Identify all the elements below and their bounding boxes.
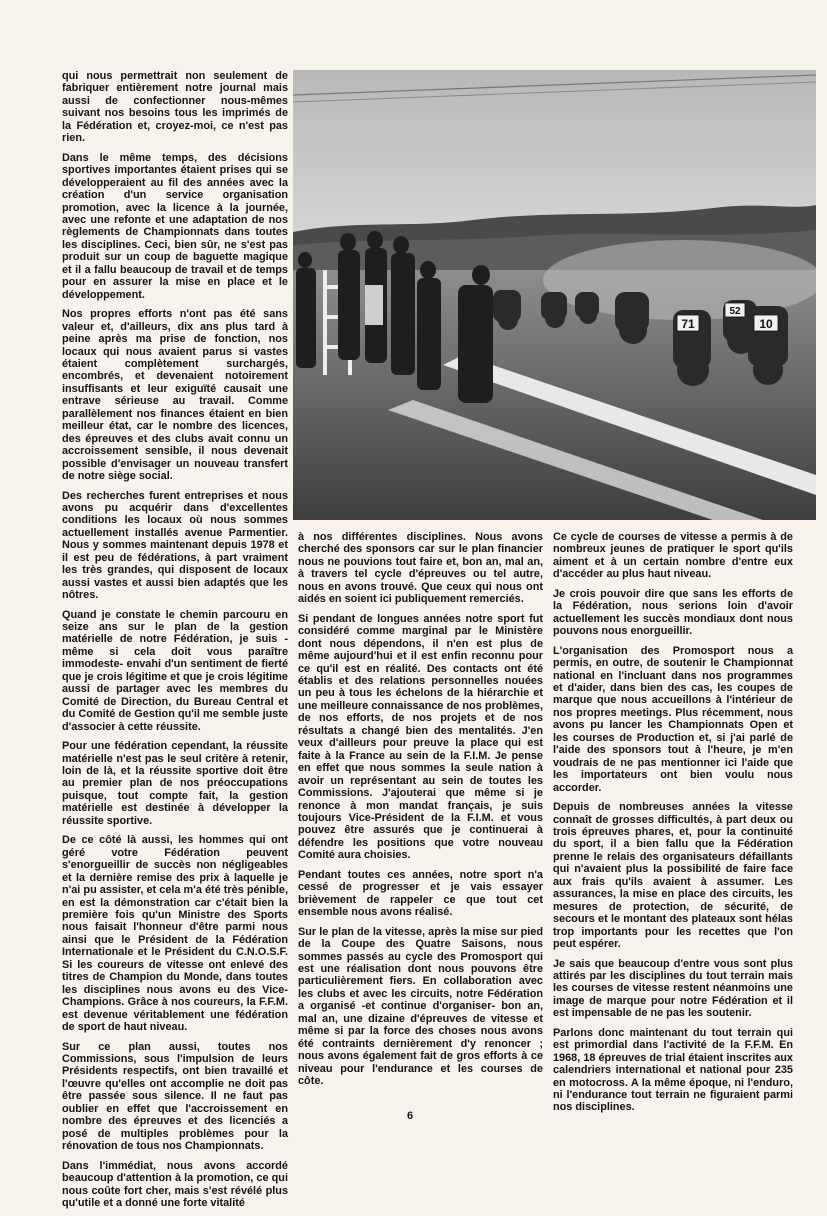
paragraph: Pour une fédération cependant, la réussite matérielle n'est pas le seul critère à retenir, loin de là, et la réussite sportive doit être au premier plan de nos préoccupations puisque, tout compte fait, la gestion matérielle est destinée à développer la réussite sportive. [62, 740, 288, 827]
paragraph: Quand je constate le chemin parcouru en seize ans sur le plan de la gestion matérielle de notre Fédération, je suis -même si cela doit vous paraître immodeste- envahi d'un sentiment de fierté que je crois légitime et que je crois légitime aussi de partager avec les membres du Comité de Direction, du Bureau Central et du Comité de Gestion qu'il me semble juste d'associer à cette réussite. [62, 608, 288, 733]
race-number-10: 10 [759, 317, 773, 331]
page-number: 6 [406, 1110, 414, 1122]
paragraph: Je sais que beaucoup d'entre vous sont plus attirés par les disciplines du tout terrain mais les courses de vitesse restent néanmoins une image de marque pour notre Fédération et il est impensable de ne pas les soutenir. [553, 957, 793, 1020]
paragraph: Si pendant de longues années notre sport fut considéré comme marginal par le Ministère dont nous dépendons, il n'en est plus de même aujourd'hui et il est enfin reconnu pour ce qu'il est en réalité. Des contacts ont été établis et des relations personnelles nouées un peu à tous les échelons de la hiérarchie et une meilleure connaissance de nos problèmes, de nos efforts, de nos projets et de nos résultats a changé bien des mentalités. J'en veux d'ailleurs pour preuve la place qui est faite à la France au sein de la F.I.M. Je pense en effet que nous sommes la seule nation à avoir un représentant au sein de toutes les Commissions. J'ajouterai que même si je renonce à mon mandat français, je suis toujours Vice-Président de la F.I.M. et vous pouvez être assurés que je continuerai à défendre les positions que votre nouveau Comité aura choisies. [298, 612, 543, 862]
paragraph: L'organisation des Promosport nous a permis, en outre, de soutenir le Championnat national en l'incluant dans nos programmes et d'aider, dans bien des cas, les coupes de marque que nous accueillons à l'intérieur de nos propres meetings. Plus récemment, nous avons pu lancer les Championnats Open et les courses de Production et, si j'ai parlé de l'aide des sponsors tout à l'heure, je m'en voudrais de ne pas mentionner ici l'aide que les importateurs ont bien voulu nous accorder. [553, 644, 793, 794]
paragraph: Des recherches furent entreprises et nous avons pu acquérir dans d'excellentes conditions les locaux où nous sommes actuellement installés avenue Parmentier. Nous y sommes maintenant depuis 1978 et il est peu de fédérations, à part vraiment les très grandes, qui disposent de locaux aussi vastes et aussi bien adaptés que les nôtres. [62, 489, 288, 602]
paragraph: Pendant toutes ces années, notre sport n'a cessé de progresser et je vais essayer brièvement de rappeler ce que tout cet ensemble nous avons réalisé. [298, 868, 543, 919]
paragraph: Je crois pouvoir dire que sans les efforts de la Fédération, nous serions loin d'avoir actuellement les succès mondiaux dont nous pouvons nous enorgueillir. [553, 587, 793, 638]
paragraph: Nos propres efforts n'ont pas été sans valeur et, d'ailleurs, dix ans plus tard à peine après ma prise de fonction, nos locaux qui nous avaient parus si vastes étaient complètement surchargés, encombrés, et devenaient notoirement insuffisants et leur exiguïté causait une entrave sérieuse au travail. Comme parallèlement nos finances étaient en bien meilleur état, car le nombre des licences, des épreuves et des clubs avait connu un accroissement sensible, il nous devenait possible d'envisager un nouveau transfert de notre siège social. [62, 308, 288, 483]
paragraph: Ce cycle de courses de vitesse a permis à de nombreux jeunes de pratiquer le sport qu'ils aiment et à un certain nombre d'entre eux d'accéder au plus haut niveau. [553, 531, 793, 581]
article-column-1 [62, 70, 288, 1216]
paragraph: Dans le même temps, des décisions sportives importantes étaient prises qui se développeraient au fil des années avec la création d'un service organisation promotion, avec la licence à la journée, avec une refonte et une adaptation de nos règlements de Championnats dans toutes les disciplines. Ceci, bien sûr, ne s'est pas produit sur un coup de baguette magique et il a fallu beaucoup de travail et de temps pour en assurer la mise en place et le développement. [62, 151, 288, 301]
paragraph: Sur le plan de la vitesse, après la mise sur pied de la Coupe des Quatre Saisons, nous sommes passés au cycle des Promosport qui est une réalisation dont nous pouvons être particulièrement fiers. En collaboration avec les clubs et avec les circuits, notre Fédération a organisé -et continue d'organiser- bon an, mal an, une dizaine d'épreuves de vitesse et même si par la force des choses nous avons été contraints dernièrement d'y renoncer ; nous avons également fait de gros efforts à ce niveau pour l'endurance et les courses de côte. [298, 925, 543, 1088]
article-column-3 [553, 531, 793, 1121]
race-number-52: 52 [729, 306, 741, 317]
paragraph: Parlons donc maintenant du tout terrain qui est primordial dans l'activité de la F.F.M. En 1968, 18 épreuves de trial étaient inscrites aux calendriers international et national pour 235 en motocross. A la même époque, ni l'enduro, ni l'endurance tout terrain ne figuraient parmi nos disciplines. [553, 1026, 793, 1114]
paragraph: qui nous permettrait non seulement de fabriquer entièrement notre journal mais aussi de confectionner nous-mêmes suivant nos besoins tous les imprimés de la Fédération et, croyez-moi, ce n'est pas rien. [62, 70, 288, 145]
paragraph: Dans l'immédiat, nous avons accordé beaucoup d'attention à la promotion, ce qui nous coûte fort cher, mais s'est révélé plus qu'utile et a donné une forte vitalité [62, 1159, 288, 1209]
paragraph: Sur ce plan aussi, toutes nos Commissions, sous l'impulsion de leurs Présidents respectifs, ont bien travaillé et l'œuvre qu'elles ont accomplie ne doit pas être passée sous silence. Il ne faut pas oublier en effet que l'accroissement en nombre des épreuves et des licenciés a posé de multiples problèmes pour la rénovation de tous nos Championnats. [62, 1040, 288, 1153]
paragraph: Depuis de nombreuses années la vitesse connaît de grosses difficultés, à part deux ou trois épreuves phares, et, pour la continuité du sport, il a bien fallu que la Fédération prenne le relais des organisateurs défaillants qui n'avaient plus la possibilité de faire face aux frais qu'ils avaient à assumer. Les assurances, la mise en place des circuits, les mesures de protection, de sécurité, de secours et le montant des plateaux sont hélas trop importants pour les recettes que l'on peut espérer. [553, 801, 793, 951]
race-photo [293, 70, 816, 520]
race-number-71: 71 [681, 317, 695, 331]
paragraph: De ce côté là aussi, les hommes qui ont géré votre Fédération peuvent s'enorgueillir de succès non négligeables et la dernière remise des prix à laquelle je n'ai pu assister, et cela m'a été très pénible, en est la démonstration car c'était bien la première fois qu'un Ministre des Sports nous faisait l'honneur d'être parmi nous ainsi que le Président de la Fédération Internationale et le Président du C.N.O.S.F. Si les coureurs de vitesse ont enlevé des titres de Champion du Monde, dans toutes les disciplines nous avons eu des Vice-Champions. Grâce à nos coureurs, la F.F.M. est devenue véritablement une fédération de sport de haut niveau. [62, 834, 288, 1034]
paragraph: à nos différentes disciplines. Nous avons cherché des sponsors car sur le plan financier nous ne pouvions tout faire et, bon an, mal an, à travers tel cycle d'épreuves ou tel autre, nous en avons trouvé. Que ceux qui nous ont aidés en soient ici publiquement remerciés. [298, 531, 543, 606]
article-column-2 [298, 531, 543, 1094]
